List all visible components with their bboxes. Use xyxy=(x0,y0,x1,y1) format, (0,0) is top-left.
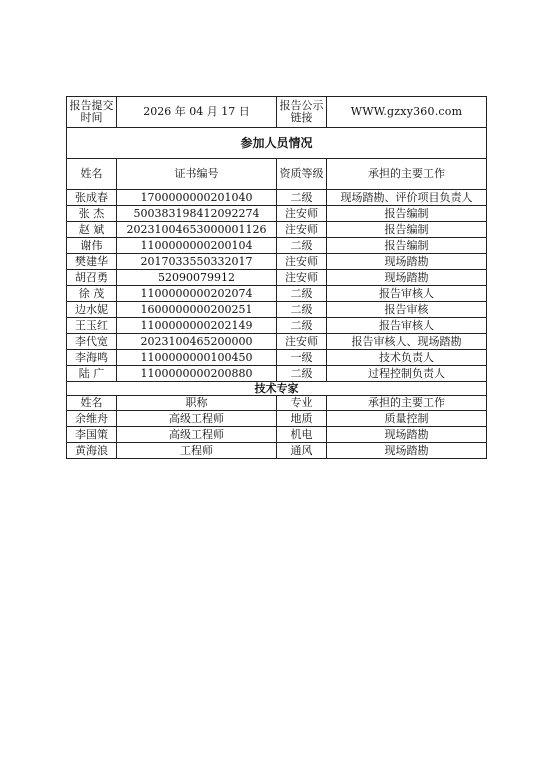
column-header-level: 资质等级 xyxy=(277,159,327,190)
expert-field-cell: 机电 xyxy=(277,427,327,443)
public-link-label: 报告公示链接 xyxy=(277,97,327,128)
table-row xyxy=(67,350,487,366)
cert-number-cell: 1100000000202074 xyxy=(117,286,277,302)
table-row xyxy=(67,206,487,222)
table-row xyxy=(67,366,487,382)
qualification-level-cell: 注安师 xyxy=(277,334,327,350)
qualification-level-cell: 二级 xyxy=(277,366,327,382)
experts-header-row xyxy=(67,396,487,411)
participants-title-row xyxy=(67,128,487,159)
main-work-cell: 报告审核人 xyxy=(327,318,487,334)
column-header-field: 专业 xyxy=(277,396,327,411)
table-row xyxy=(67,286,487,302)
column-header-work: 承担的主要工作 xyxy=(327,159,487,190)
person-name-cell: 樊建华 xyxy=(67,254,117,270)
submit-time-value: 2026 年 04 月 17 日 xyxy=(117,97,277,128)
main-work-cell: 报告审核人 xyxy=(327,286,487,302)
table-row xyxy=(67,238,487,254)
main-work-cell: 报告审核人、现场踏勘 xyxy=(327,334,487,350)
table-row xyxy=(67,302,487,318)
column-header-title: 职称 xyxy=(117,396,277,411)
expert-title-cell: 高级工程师 xyxy=(117,427,277,443)
main-work-cell: 现场踏勘 xyxy=(327,270,487,286)
report-meta-row xyxy=(67,97,487,128)
qualification-level-cell: 注安师 xyxy=(277,254,327,270)
cert-number-cell: 1600000000200251 xyxy=(117,302,277,318)
main-work-cell: 现场踏勘、评价项目负责人 xyxy=(327,190,487,206)
experts-title-row xyxy=(67,382,487,396)
qualification-level-cell: 二级 xyxy=(277,190,327,206)
table-row xyxy=(67,411,487,427)
public-link-value[interactable]: WWW.gzxy360.com xyxy=(327,97,487,128)
table-row xyxy=(67,443,487,459)
cert-number-cell: 1100000000100450 xyxy=(117,350,277,366)
qualification-level-cell: 注安师 xyxy=(277,206,327,222)
cert-number-cell: 20231004653000001126 xyxy=(117,222,277,238)
table-row xyxy=(67,254,487,270)
cert-number-cell: 1100000000200104 xyxy=(117,238,277,254)
table-row xyxy=(67,222,487,238)
person-name-cell: 张 杰 xyxy=(67,206,117,222)
expert-title-cell: 工程师 xyxy=(117,443,277,459)
column-header-work: 承担的主要工作 xyxy=(327,396,487,411)
cert-number-cell: 1100000000200880 xyxy=(117,366,277,382)
column-header-name: 姓名 xyxy=(67,159,117,190)
table-row xyxy=(67,318,487,334)
person-name-cell: 李海鸣 xyxy=(67,350,117,366)
expert-work-cell: 现场踏勘 xyxy=(327,443,487,459)
person-name-cell: 赵 斌 xyxy=(67,222,117,238)
qualification-level-cell: 二级 xyxy=(277,318,327,334)
table-row xyxy=(67,427,487,443)
main-work-cell: 报告审核 xyxy=(327,302,487,318)
cert-number-cell: 2023100465200000 xyxy=(117,334,277,350)
cert-number-cell: 1700000000201040 xyxy=(117,190,277,206)
cert-number-cell: 500383198412092274 xyxy=(117,206,277,222)
experts-body xyxy=(67,411,487,459)
participants-header-row xyxy=(67,159,487,190)
main-work-cell: 报告编制 xyxy=(327,238,487,254)
person-name-cell: 边水妮 xyxy=(67,302,117,318)
participants-title: 参加人员情况 xyxy=(67,128,487,159)
expert-name-cell: 李国策 xyxy=(67,427,117,443)
expert-field-cell: 通风 xyxy=(277,443,327,459)
experts-title: 技术专家 xyxy=(67,382,487,396)
person-name-cell: 陆 广 xyxy=(67,366,117,382)
report-info-table xyxy=(66,96,487,459)
person-name-cell: 王玉红 xyxy=(67,318,117,334)
main-work-cell: 报告编制 xyxy=(327,206,487,222)
person-name-cell: 张成春 xyxy=(67,190,117,206)
person-name-cell: 谢伟 xyxy=(67,238,117,254)
expert-work-cell: 现场踏勘 xyxy=(327,427,487,443)
qualification-level-cell: 一级 xyxy=(277,350,327,366)
main-work-cell: 现场踏勘 xyxy=(327,254,487,270)
main-work-cell: 报告编制 xyxy=(327,222,487,238)
table-row xyxy=(67,190,487,206)
expert-field-cell: 地质 xyxy=(277,411,327,427)
person-name-cell: 李代宽 xyxy=(67,334,117,350)
qualification-level-cell: 二级 xyxy=(277,302,327,318)
expert-title-cell: 高级工程师 xyxy=(117,411,277,427)
submit-time-label: 报告提交时间 xyxy=(67,97,117,128)
cert-number-cell: 1100000000202149 xyxy=(117,318,277,334)
qualification-level-cell: 注安师 xyxy=(277,222,327,238)
column-header-name: 姓名 xyxy=(67,396,117,411)
table-row xyxy=(67,270,487,286)
person-name-cell: 徐 茂 xyxy=(67,286,117,302)
qualification-level-cell: 注安师 xyxy=(277,270,327,286)
person-name-cell: 胡召勇 xyxy=(67,270,117,286)
qualification-level-cell: 二级 xyxy=(277,238,327,254)
expert-name-cell: 余维舟 xyxy=(67,411,117,427)
main-work-cell: 过程控制负责人 xyxy=(327,366,487,382)
table-row xyxy=(67,334,487,350)
main-work-cell: 技术负责人 xyxy=(327,350,487,366)
expert-work-cell: 质量控制 xyxy=(327,411,487,427)
expert-name-cell: 黄海浪 xyxy=(67,443,117,459)
cert-number-cell: 2017033550332017 xyxy=(117,254,277,270)
qualification-level-cell: 二级 xyxy=(277,286,327,302)
participants-body xyxy=(67,190,487,382)
column-header-cert: 证书编号 xyxy=(117,159,277,190)
cert-number-cell: 52090079912 xyxy=(117,270,277,286)
